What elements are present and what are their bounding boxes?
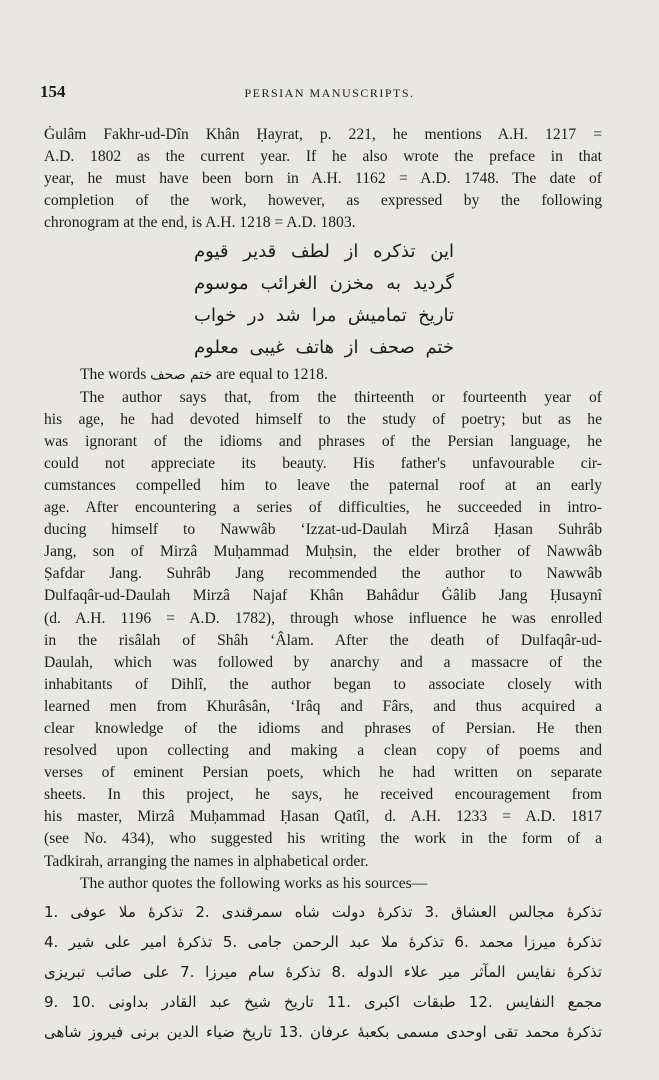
persian-chronogram-poem: [44, 234, 602, 364]
text-line: inhabitants of Dihlî, the author began to associate closely with: [44, 675, 602, 693]
text-line: age. After encountering a series of difficulties, he succeeded in intro-: [44, 499, 602, 517]
text-line: (see No. 434), who suggested his writing the work in the form of a: [44, 830, 602, 848]
text-line: Daulah, which was followed by anarchy and a massacre of the: [44, 653, 602, 671]
text-line: Dulfaqâr-ud-Daulah Mirzâ Najaf Khân Bahâdur Ġâlib Jang Ḥusaynî: [44, 587, 602, 605]
text-line: year, he must have been born in A.H. 1162 = A.D. 1748. The date of: [44, 170, 602, 188]
source-line: تذکرهٔ محمد تقی اوحدی مسمی بکعبهٔ عرفان .13 تاریخ ضیاء الدین برنی فیروز شاهی: [44, 1022, 602, 1041]
paragraph-1: [44, 124, 602, 234]
words-pre: The words: [80, 366, 147, 384]
text-line: in the risâlah of Shâh ‘Âlam. After the death of Dulfaqâr-ud-: [44, 631, 602, 649]
text-line: A.D. 1802 as the current year. If he also wrote the preface in that: [44, 148, 602, 166]
text-line: could not appreciate its beauty. His father's unfavourable cir-: [44, 454, 602, 472]
text-line: was ignorant of the idioms and phrases of the Persian language, he: [44, 432, 602, 450]
poem-line: گردید به مخزن الغرائب موسوم: [194, 273, 454, 295]
source-line: تذکرهٔ نفایس المآثر میر علاء الدوله .8 تذکرهٔ سام میرزا .7 علی صائب تبریزی: [44, 962, 602, 981]
words-arabic: ختم صحف: [150, 367, 213, 384]
page-number: 154: [40, 82, 66, 101]
text-line: clear knowledge of the idioms and phrases of Persian. He then: [44, 719, 602, 737]
sources-intro: The author quotes the following works as his sources—: [80, 874, 428, 892]
words-post: are equal to 1218.: [216, 366, 328, 384]
text-line: Ġulâm Fakhr-ud-Dîn Khân Ḥayrat, p. 221, he mentions A.H. 1217 =: [44, 126, 602, 143]
text-line: verses of eminent Persian poets, which he had written on separate: [44, 764, 602, 782]
source-line: تذکرهٔ میرزا محمد .6 تذکرهٔ ملا عبد الرحمن جامی .5 تذکرهٔ امیر علی شیر .4: [44, 932, 602, 951]
paragraph-2: [44, 387, 602, 873]
text-line: learned men from Khurâsân, ‘Irâq and Fârs, and thus acquired a: [44, 697, 602, 715]
page-body: [44, 124, 602, 1047]
poem-line: ختم صحف از هاتف غیبی معلوم: [194, 337, 454, 359]
running-title: PERSIAN MANUSCRIPTS.: [244, 86, 415, 100]
text-line: completion of the work, however, as expressed by the following: [44, 192, 602, 210]
text-line: (d. A.H. 1196 = A.D. 1782), through whose influence he was enrolled: [44, 609, 602, 627]
sources-list: [44, 897, 602, 1047]
text-line: his master, Mirzâ Muḥammad Ḥasan Qatîl, d. A.H. 1233 = A.D. 1817: [44, 808, 602, 826]
text-line: cumstances compelled him to leave the paternal roof at an early: [44, 476, 602, 494]
text-line: Tadkirah, arranging the names in alphabetical order.: [44, 852, 369, 870]
text-line: sheets. In this project, he says, he received encouragement from: [44, 786, 602, 804]
text-line: The author says that, from the thirteenth or fourteenth year of: [80, 388, 602, 406]
text-line: Jang, son of Mirzâ Muḥammad Muḥsin, the elder brother of Nawwâb: [44, 543, 602, 561]
chronogram-words-line: [44, 364, 602, 386]
text-line: Ṣafdar Jang. Suhrâb Jang recommended the author to Nawwâb: [44, 565, 602, 583]
poem-line: این تذکره از لطف قدیر قیوم: [194, 241, 454, 263]
text-line: ducing himself to Nawwâb ‘Izzat-ud-Daulah Mirzâ Ḥasan Suhrâb: [44, 521, 602, 539]
text-line: resolved upon collecting and making a clean copy of poems and: [44, 742, 602, 760]
text-line: chronogram at the end, is A.H. 1218 = A.D. 1803.: [44, 214, 356, 232]
source-line: تذکرهٔ مجالس العشاق .3 تذکرهٔ دولت شاه سمرقندی .2 تذکرهٔ ملا عوفی .1: [44, 902, 602, 921]
source-line: مجمع النفایس .12 طبقات اکبری .11 تاریخ شیخ عبد القادر بداونی .10 .9: [44, 992, 602, 1011]
poem-line: تاریخ تمامیش مرا شد در خواب: [194, 305, 454, 327]
text-line: his age, he had devoted himself to the study of poetry; but as he: [44, 410, 602, 428]
page-header: [40, 82, 619, 104]
